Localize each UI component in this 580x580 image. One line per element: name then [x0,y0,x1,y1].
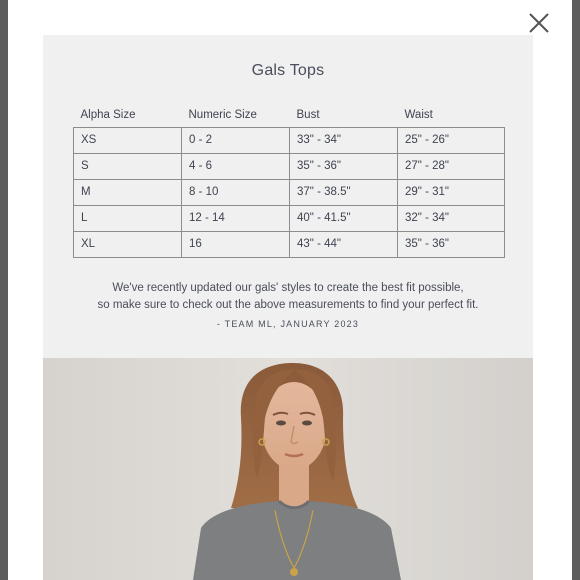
table-cell: 32" - 34" [398,205,505,231]
close-button[interactable] [526,10,552,36]
table-cell: 33" - 34" [290,127,398,153]
size-chart-modal [8,0,572,580]
table-cell: 12 - 14 [182,205,290,231]
fit-note-line: We've recently updated our gals' styles to create the best fit possible, [112,282,464,294]
table-row [74,127,505,153]
note-signature: - TEAM ML, JANUARY 2023 [216,319,360,329]
table-cell: 40" - 41.5" [290,205,398,231]
column-header: Waist [404,108,433,121]
model-photo [43,358,533,580]
table-cell: S [74,153,182,179]
table-cell: XS [74,127,182,153]
table-cell: L [74,205,182,231]
column-header: Bust [296,108,320,121]
size-chart-panel [43,35,533,358]
table-cell: 4 - 6 [182,153,290,179]
model-photo-image [43,358,533,580]
table-row [74,179,505,205]
close-icon [526,10,552,36]
table-row [74,153,505,179]
table-cell: 16 [182,231,290,257]
table-row [74,231,505,257]
table-row [74,205,505,231]
table-cell: M [74,179,182,205]
table-cell: 37" - 38.5" [290,179,398,205]
table-cell: 35" - 36" [290,153,398,179]
table-cell: 43" - 44" [290,231,398,257]
table-cell: 8 - 10 [182,179,290,205]
table-cell: XL [74,231,182,257]
size-table [73,103,505,258]
table-cell: 29" - 31" [398,179,505,205]
size-chart-title: Gals Tops [251,62,325,79]
column-header: Numeric Size [188,108,257,121]
column-header: Alpha Size [80,108,136,121]
table-cell: 0 - 2 [182,127,290,153]
table-cell: 35" - 36" [398,231,505,257]
fit-note [43,280,533,314]
table-cell: 25" - 26" [398,127,505,153]
table-cell: 27" - 28" [398,153,505,179]
fit-note-line: so make sure to check out the above measurements to find your perfect fit. [97,299,479,311]
table-header-row [74,103,505,127]
